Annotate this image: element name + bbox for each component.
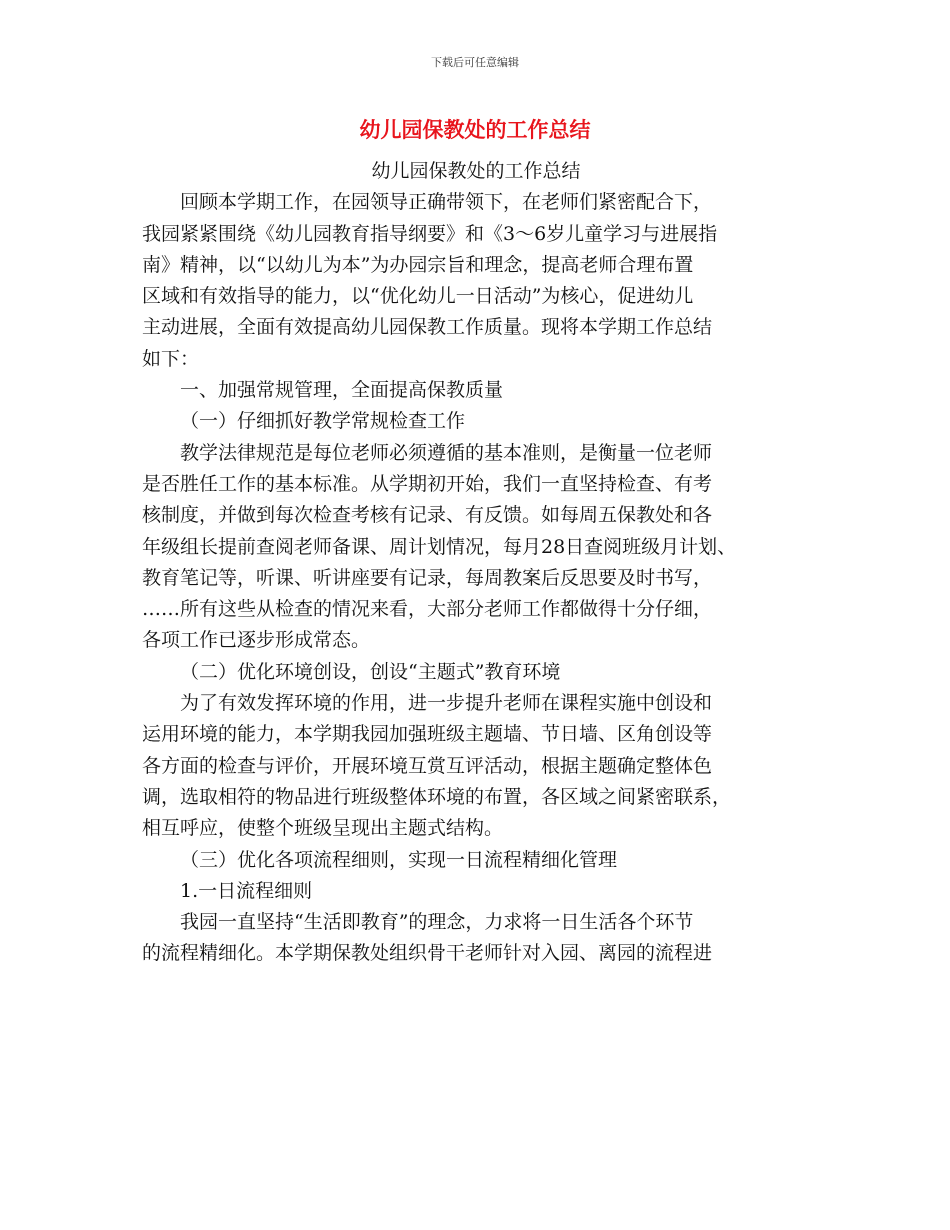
text-line: 为了有效发挥环境的作用，进一步提升老师在课程实施中创设和 <box>180 692 713 715</box>
text-line: 调，选取相符的物品进行班级整体环境的布置，各区域之间紧密联系， <box>142 785 732 808</box>
paragraph-list <box>142 187 810 969</box>
body-paragraph <box>142 688 810 844</box>
document-subtitle: 幼儿园保教处的工作总结 <box>371 160 581 182</box>
text-line: 回顾本学期工作，在园领导正确带领下，在老师们紧密配合下， <box>180 191 713 214</box>
text-line: （一）仔细抓好教学常规检查工作 <box>180 410 466 433</box>
section-heading <box>142 375 810 406</box>
text-line: 如下： <box>142 347 200 370</box>
section-heading <box>142 406 810 437</box>
text-line: 相互呼应，使整个班级呈现出主题式结构。 <box>142 817 504 840</box>
text-line: 核制度，并做到每次检查考核有记录、有反馈。如每周五保教处和各 <box>142 504 713 527</box>
text-line: ……所有这些从检查的情况来看，大部分老师工作都做得十分仔细， <box>142 598 713 621</box>
text-line: （二）优化环境创设，创设“主题式”教育环境 <box>180 660 561 683</box>
section-heading <box>142 845 810 876</box>
text-line: 我园紧紧围绕《幼儿园教育指导纲要》和《3～6岁儿童学习与进展指 <box>142 222 718 245</box>
body-paragraph <box>142 438 810 657</box>
section-heading <box>142 657 810 688</box>
text-line: 各方面的检查与评价，开展环境互赏互评活动，根据主题确定整体色 <box>142 754 713 777</box>
text-line: 1.一日流程细则 <box>180 879 313 902</box>
text-line: 的流程精细化。本学期保教处组织骨干老师针对入园、离园的流程进 <box>142 942 713 965</box>
text-line: 一、加强常规管理，全面提高保教质量 <box>180 379 504 402</box>
text-line: 运用环境的能力，本学期我园加强班级主题墙、节日墙、区角创设等 <box>142 723 713 746</box>
document-body <box>142 156 810 970</box>
text-line: 南》精神，以“以幼儿为本”为办园宗旨和理念，提高老师合理布置 <box>142 253 694 276</box>
text-line: 年级组长提前查阅老师备课、周计划情况，每月28日查阅班级月计划、 <box>142 535 737 558</box>
body-paragraph <box>142 187 810 375</box>
text-line: 各项工作已逐步形成常态。 <box>142 629 371 652</box>
text-line: （三）优化各项流程细则，实现一日流程精细化管理 <box>180 848 618 871</box>
text-line: 教学法律规范是每位老师必须遵循的基本准则，是衡量一位老师 <box>180 441 713 464</box>
text-line: 是否胜任工作的基本标准。从学期初开始，我们一直坚持检查、有考 <box>142 472 713 495</box>
text-line: 教育笔记等，听课、听讲座要有记录，每周教案后反思要及时书写， <box>142 566 713 589</box>
text-line: 区域和有效指导的能力，以“优化幼儿一日活动”为核心，促进幼儿 <box>142 285 694 308</box>
header-note: 下载后可任意编辑 <box>431 56 519 69</box>
section-heading <box>142 876 810 907</box>
document-title: 幼儿园保教处的工作总结 <box>359 118 591 142</box>
text-line: 我园一直坚持“生活即教育”的理念，力求将一日生活各个环节 <box>180 911 694 934</box>
body-paragraph <box>142 907 810 970</box>
text-line: 主动进展，全面有效提高幼儿园保教工作质量。现将本学期工作总结 <box>142 316 713 339</box>
